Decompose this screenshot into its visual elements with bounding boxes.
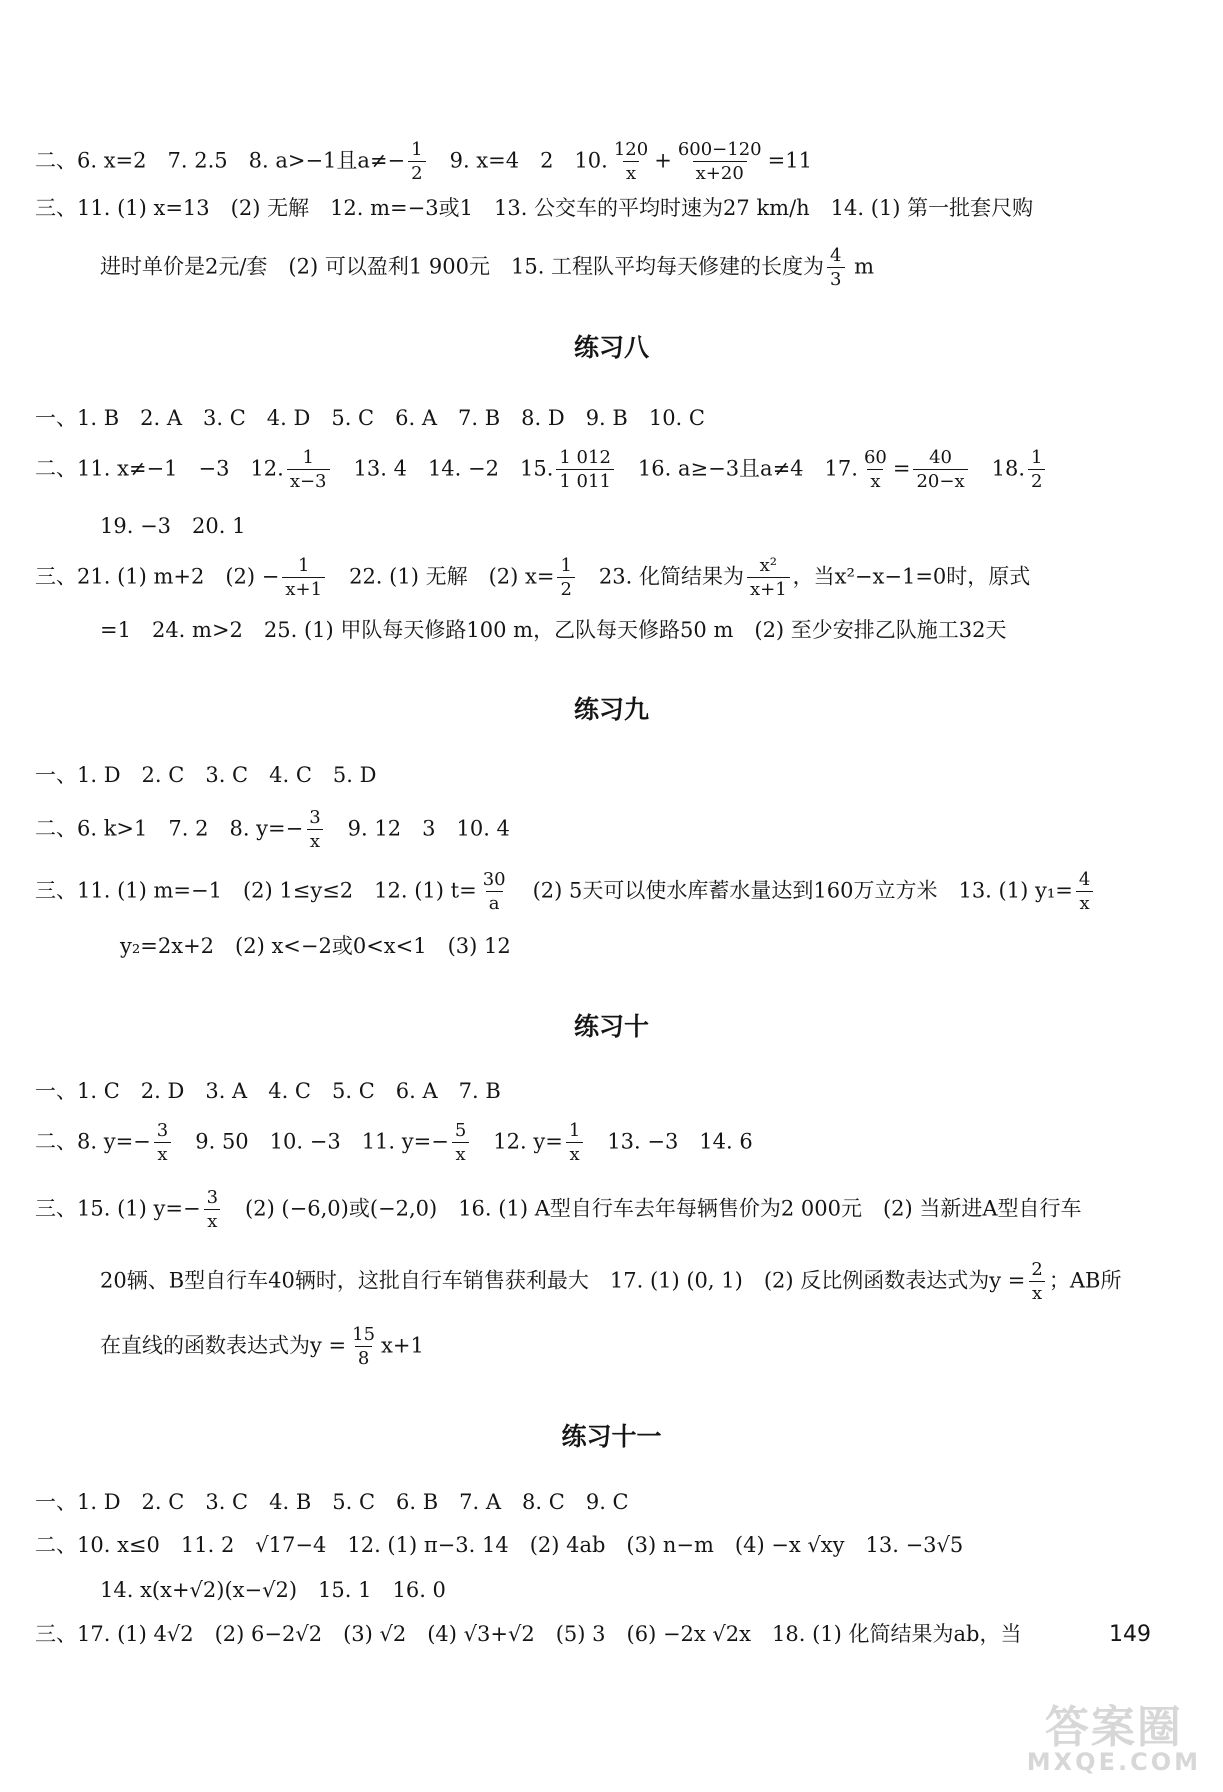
fraction: $\frac{1}{2}$ xyxy=(557,556,574,600)
section-heading: 练习八 xyxy=(573,333,649,362)
answer-line xyxy=(120,936,511,957)
answer-text: 二、8. y=− xyxy=(35,1129,151,1154)
fraction: $\frac{40}{20-x}$ xyxy=(913,448,967,492)
fraction: $\frac{30}{a}$ xyxy=(482,869,506,914)
answer-line xyxy=(100,1580,446,1601)
answer-text: 9. x=4 2 10. xyxy=(428,148,608,173)
answer-text: y₂=2x+2 (2) x<−2或0<x<1 (3) 12 xyxy=(120,934,511,958)
answer-line xyxy=(100,516,245,537)
answer-text: 进时单价是2元/套 (2) 可以盈利1 900元 15. 工程队平均每天修建的长度为 xyxy=(100,254,825,279)
fraction: $\frac{2}{x}$ xyxy=(1028,1260,1045,1304)
answer-text: 一、1. B 2. A 3. C 4. D 5. C 6. A 7. B 8. D 9. B 10. C xyxy=(35,406,705,430)
answer-line xyxy=(100,1325,424,1369)
answer-text: 三、17. (1) 4√2 (2) 6−2√2 (3) √2 (4) √3+√2 (5) 3 (6) −2x √2x 18. (1) 化简结果为ab，当 xyxy=(35,1622,1022,1646)
answer-text: 三、11. (1) m=−1 (2) 1≤y≤2 12. (1) t= xyxy=(35,878,477,903)
answer-text: 22. (1) 无解 (2) x= xyxy=(328,564,555,589)
answer-text: 14. x(x+√2)(x−√2) 15. 1 16. 0 xyxy=(100,1578,446,1602)
fraction: $\frac{600-120}{x+20}$ xyxy=(677,139,762,184)
answer-text: 三、11. (1) x=13 (2) 无解 12. m=−3或1 13. 公交车的平均时速为27 km/h 14. (1) 第一批套尺购 xyxy=(35,196,1034,220)
answer-text: 三、15. (1) y=− xyxy=(35,1196,201,1221)
answer-text: 一、1. D 2. C 3. C 4. B 5. C 6. B 7. A 8. C 9. C xyxy=(35,1490,629,1514)
answer-text: ；AB所 xyxy=(1048,1268,1122,1293)
answer-line xyxy=(35,765,376,786)
fraction: $\frac{3}{x}$ xyxy=(306,808,323,852)
answer-text: =1 24. m>2 25. (1) 甲队每天修路100 m，乙队每天修路50 m (2) 至少安排乙队施工32天 xyxy=(100,618,1007,642)
fraction: $\frac{1}{2}$ xyxy=(1028,448,1045,492)
answer-text: ，当x²−x−1=0时，原式 xyxy=(792,564,1031,589)
answer-text: =11 xyxy=(767,148,812,173)
answer-line xyxy=(35,1492,629,1513)
answer-text: + xyxy=(654,148,672,173)
answer-text: 12. y= xyxy=(472,1129,563,1154)
answer-line xyxy=(35,808,510,852)
answer-line xyxy=(35,1535,963,1556)
answer-line xyxy=(35,1188,1082,1232)
answer-text: (2) 5天可以使水库蓄水量达到160万立方米 13. (1) y₁= xyxy=(511,878,1073,903)
answer-line xyxy=(35,140,812,184)
answer-text: 23. 化简结果为 xyxy=(577,564,744,589)
fraction: $\frac{5}{x}$ xyxy=(452,1121,469,1165)
answer-text: 一、1. D 2. C 3. C 4. C 5. D xyxy=(35,763,377,787)
fraction: $\frac{4}{3}$ xyxy=(827,246,844,290)
answer-text: 二、10. x≤0 11. 2 √17−4 12. (1) π−3. 14 (2) 4ab (3) n−m (4) −x √xy 13. −3√5 xyxy=(35,1533,964,1557)
answer-line xyxy=(35,408,705,429)
watermark-logo: 答案圈 MXQE.COM xyxy=(1026,1702,1201,1776)
answer-text: 9. 12 3 10. 4 xyxy=(326,816,510,841)
answer-text: 9. 50 10. −3 11. y=− xyxy=(174,1129,449,1154)
answer-text: 二、6. k>1 7. 2 8. y=− xyxy=(35,816,304,841)
answer-text: 20辆、B型自行车40辆时，这批自行车销售获利最大 17. (1) (0, 1) (2) 反比例函数表达式为y = xyxy=(100,1268,1026,1293)
fraction: $\frac{4}{x}$ xyxy=(1076,870,1093,914)
fraction: $\frac{\text{x²}}{x+1}$ xyxy=(747,556,790,600)
fraction: $\frac{1}{x-3}$ xyxy=(287,448,330,492)
answer-line xyxy=(35,1081,501,1102)
fraction: $\frac{15}{8}$ xyxy=(352,1324,376,1369)
section-heading: 练习十一 xyxy=(561,1422,662,1451)
answer-text: 16. a≥−3且a≠4 17. xyxy=(616,456,858,481)
answer-text: = xyxy=(892,456,911,481)
answer-text: 二、6. x=2 7. 2.5 8. a>−1且a≠− xyxy=(35,148,406,173)
answer-line xyxy=(35,198,1033,219)
answer-text: m xyxy=(847,254,875,279)
answer-text: 三、21. (1) m+2 (2) − xyxy=(35,564,280,589)
answer-line xyxy=(35,1624,1021,1645)
answer-line xyxy=(100,1260,1121,1304)
answer-text: 19. −3 20. 1 xyxy=(100,514,246,538)
answer-text: 13. 4 14. −2 15. xyxy=(332,456,554,481)
answer-line xyxy=(100,246,874,290)
fraction: $\frac{1}{x+1}$ xyxy=(282,556,325,600)
fraction: $\frac{1}{2}$ xyxy=(408,140,425,184)
fraction: $\frac{1}{x}$ xyxy=(566,1121,583,1165)
answer-text: 13. −3 14. 6 xyxy=(586,1129,753,1154)
fraction: $\frac{120}{x}$ xyxy=(613,139,649,184)
answer-text: 18. xyxy=(970,456,1025,481)
answer-line xyxy=(35,870,1096,914)
answer-text: 在直线的函数表达式为y = xyxy=(100,1333,347,1358)
section-heading: 练习十 xyxy=(573,1012,649,1041)
page-number: 149 xyxy=(1109,1622,1151,1647)
answer-line xyxy=(35,448,1048,492)
answer-text: x+1 xyxy=(381,1333,424,1358)
fraction: $\frac{3}{x}$ xyxy=(204,1188,221,1232)
answer-line xyxy=(100,620,1007,641)
section-heading: 练习九 xyxy=(573,695,649,724)
answer-text: 一、1. C 2. D 3. A 4. C 5. C 6. A 7. B xyxy=(35,1079,501,1103)
fraction: $\frac{60}{x}$ xyxy=(863,447,887,492)
answer-line xyxy=(35,556,1030,600)
answer-line xyxy=(35,1121,753,1165)
answer-text: (2) (−6,0)或(−2,0) 16. (1) A型自行车去年每辆售价为2 000元 (2) 当新进A型自行车 xyxy=(224,1196,1082,1221)
fraction: $\frac{3}{x}$ xyxy=(154,1121,171,1165)
answer-text: 二、11. x≠−1 −3 12. xyxy=(35,456,284,481)
fraction: $\frac{1 012}{1 011}$ xyxy=(556,448,614,492)
